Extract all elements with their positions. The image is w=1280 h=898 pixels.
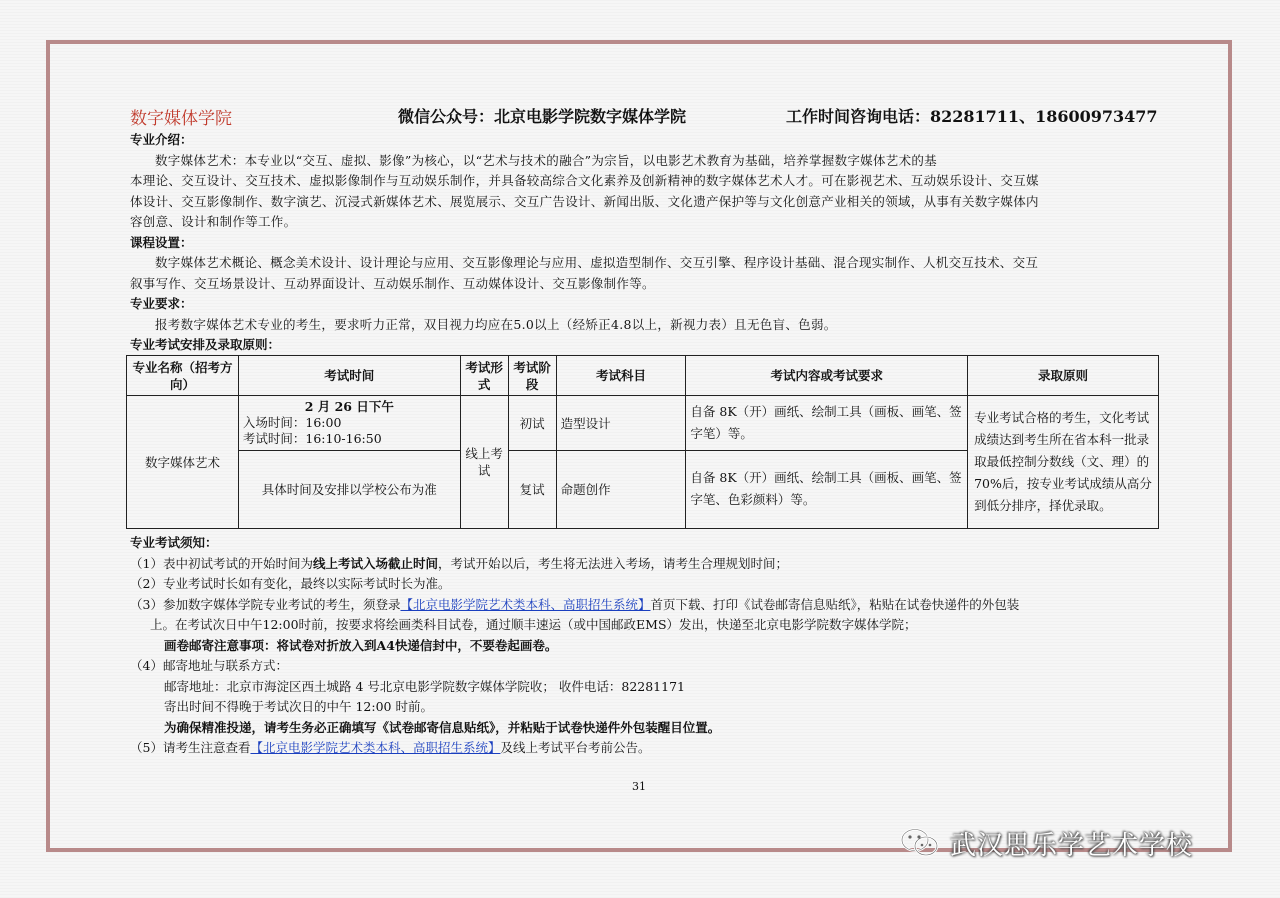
exam-plan-title: 专业考试安排及录取原则：	[130, 337, 281, 352]
cell-major: 数字媒体艺术	[127, 396, 239, 529]
contact-phone: 工作时间咨询电话：82281711、18600973477	[786, 107, 1158, 126]
intro-line-1: 数字媒体艺术：本专业以“交互、虚拟、影像”为核心，以“艺术与技术的融合”为宗旨，以电影艺术教育为基础，培养掌握数字媒体艺术的基	[155, 152, 937, 168]
note-3	[130, 595, 1170, 616]
mailing-reminder: 为确保精准投递，请考生务必正确填写《试卷邮寄信息贴纸》，并粘贴于试卷快递件外包装醒目位置。	[164, 719, 721, 735]
page-header	[130, 104, 1160, 132]
admission-system-link-2[interactable]: 【北京电影学院艺术类本科、高职招生系统】	[250, 740, 501, 755]
note-5-tail: 及线上考试平台考前公告。	[500, 740, 651, 755]
intro-line-4: 容创意、设计和制作等工作。	[130, 214, 297, 229]
intro-line-3: 体设计、交互影像制作、数字演艺、沉浸式新媒体艺术、展览展示、交互广告设计、新闻出版、文化遗产保护等与文化创意产业相关的领域，从事有关数字媒体内	[130, 193, 1039, 209]
admission-system-link[interactable]: 【北京电影学院艺术类本科、高职招生系统】	[400, 596, 651, 612]
cell-subject-1: 造型设计	[556, 396, 686, 450]
note-2: （2）专业考试时长如有变化，最终以实际考试时长为准。	[130, 576, 451, 591]
cell-subject-2: 命题创作	[556, 450, 686, 528]
note-1	[130, 554, 1170, 575]
intro-title: 专业介绍：	[130, 132, 193, 147]
wechat-icon	[900, 827, 940, 859]
note-5-text: （5）请考生注意查看	[130, 740, 251, 755]
note-1-text: （1）表中初试考试的开始时间为	[130, 555, 313, 571]
header-form: 考试形式	[460, 356, 508, 396]
table-header-row	[127, 356, 1159, 396]
header-stage: 考试阶段	[508, 356, 556, 396]
school-name: 数字媒体学院	[130, 109, 232, 129]
note-5	[130, 738, 1170, 759]
requirements-text: 报考数字媒体艺术专业的考生，要求听力正常，双目视力均应在5.0以上（经矫正4.8以上，新视力表）且无色盲、色弱。	[155, 316, 837, 332]
note-3-line-2: 上。在考试次日中午12:00时前，按要求将绘画类科目试卷，通过顺丰速运（或中国邮政EMS）发出，快递至北京电影学院数字媒体学院；	[150, 617, 917, 632]
note-1-bold: 线上考试入场截止时间	[312, 555, 438, 571]
notes-title: 专业考试须知：	[130, 535, 218, 550]
cell-content-2: 自备 8K（开）画纸、绘制工具（画板、画笔、签字笔、色彩颜料）等。	[686, 450, 968, 528]
note-4: （4）邮寄地址与联系方式：	[130, 658, 288, 673]
header-time: 考试时间	[238, 356, 460, 396]
cell-stage-2: 复试	[508, 450, 556, 528]
mailing-address: 邮寄地址：北京市海淀区西土城路 4 号北京电影学院数字媒体学院收； 收件电话：82281171	[164, 678, 685, 694]
mailing-deadline: 寄出时间不得晚于考试次日的中午 12:00 时前。	[164, 699, 433, 714]
watermark	[900, 826, 1193, 860]
note-3-tail: 首页下载、打印《试卷邮寄信息贴纸》，粘贴在试卷快递件的外包装	[650, 596, 1020, 612]
exam-time: 考试时间：16:10-16:50	[242, 430, 382, 446]
note-3-text: （3）参加数字媒体学院专业考试的考生，须登录	[130, 596, 401, 612]
header-admission: 录取原则	[968, 356, 1159, 396]
cell-admission: 专业考试合格的考生，文化考试成绩达到考生所在省本科一批录取最低控制分数线（文、理）的 70%后，按专业考试成绩从高分到低分排序，择优录取。	[968, 396, 1159, 529]
courses-line-2: 叙事写作、交互场景设计、互动界面设计、互动娱乐制作、互动媒体设计、交互影像制作等。	[130, 275, 655, 291]
header-subject: 考试科目	[556, 356, 686, 396]
exam-date: 2 月 26 日下午	[304, 398, 394, 414]
table-row	[127, 396, 1159, 450]
main-content	[130, 130, 1160, 356]
cell-content-1: 自备 8K（开）画纸、绘制工具（画板、画笔、签字笔）等。	[686, 396, 968, 450]
exam-plan-table	[126, 355, 1159, 529]
intro-line-2: 本理论、交互设计、交互技术、虚拟影像制作与互动娱乐制作，并具备较高综合文化素养及创新精神的数字媒体艺术人才。可在影视艺术、互动娱乐设计、交互媒	[130, 173, 1039, 188]
cell-time-second: 具体时间及安排以学校公布为准	[238, 450, 460, 528]
wechat-account: 微信公众号：北京电影学院数字媒体学院	[398, 107, 687, 126]
entry-time: 入场时间：16:00	[242, 414, 342, 430]
cell-stage-1: 初试	[508, 396, 556, 450]
header-content: 考试内容或考试要求	[686, 356, 968, 396]
requirements-title: 专业要求：	[130, 296, 193, 311]
note-3-warning: 画卷邮寄注意事项：将试卷对折放入到A4快递信封中，不要卷起画卷。	[164, 637, 558, 653]
courses-line-1: 数字媒体艺术概论、概念美术设计、设计理论与应用、交互影像理论与应用、虚拟造型制作、交互引擎、程序设计基础、混合现实制作、人机交互技术、交互	[155, 255, 1039, 270]
header-major: 专业名称（招考方向）	[127, 356, 239, 396]
cell-form: 线上考试	[460, 396, 508, 529]
courses-title: 课程设置：	[130, 234, 193, 250]
page-number: 31	[632, 780, 646, 793]
exam-notes	[130, 533, 1170, 759]
cell-time-first	[238, 396, 460, 450]
watermark-text: 武汉思乐学艺术学校	[950, 830, 1194, 861]
note-1-tail: ，考试开始以后，考生将无法进入考场，请考生合理规划时间；	[437, 555, 788, 571]
